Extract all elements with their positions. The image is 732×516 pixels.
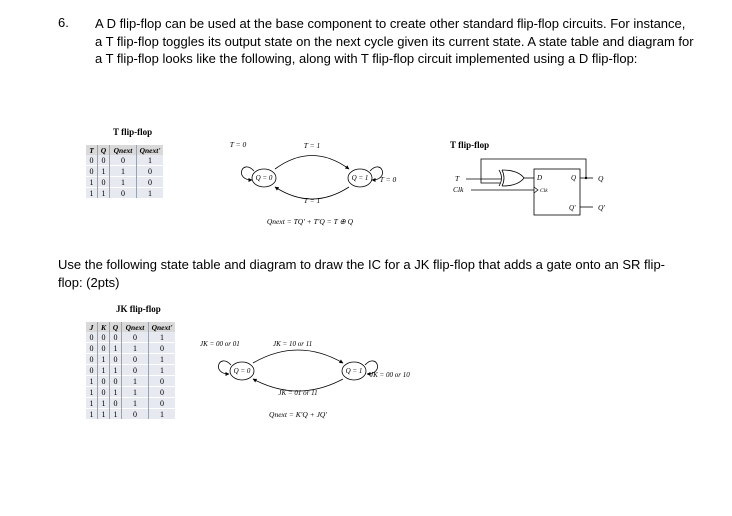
- jk-table-cell: 1: [110, 409, 122, 420]
- clk-box-label: Clk: [540, 188, 548, 194]
- t-state-table: [86, 145, 163, 198]
- t-table-cell: 0: [137, 177, 164, 188]
- jk-table-cell: 1: [122, 387, 149, 398]
- jk-table-cell: 0: [122, 365, 149, 376]
- jk-table-cell: 0: [98, 387, 110, 398]
- t-table-cell: 0: [98, 177, 110, 188]
- jk-table-cell: 0: [149, 398, 176, 409]
- question-number: 6.: [58, 15, 69, 30]
- jk-table-cell: 1: [122, 398, 149, 409]
- t-label-right: T = 0: [379, 175, 397, 184]
- t-table-cell: 1: [86, 177, 98, 188]
- t-label-bottom: T = 1: [303, 196, 321, 205]
- jk-self-loop-0: [218, 361, 231, 374]
- t-table-cell: 0: [86, 166, 98, 177]
- jk-table-cell: 1: [98, 365, 110, 376]
- jk-table-cell: 1: [110, 387, 122, 398]
- jk-label-top: JK = 10 or 11: [273, 340, 313, 348]
- question-text: A D flip-flop can be used at the base component to create other standard flip-flop circuits. For instance, a T flip-flop toggles its output state on the next cycle given its current state. A state table and diagram for a T flip-flop looks like the following, along with T flip-flop circuit implemented using a D flip-flop:: [95, 16, 694, 66]
- jk-table-cell: 0: [110, 354, 122, 365]
- jk-table-cell: 0: [122, 354, 149, 365]
- table-row: [86, 343, 175, 354]
- t-table-cell: 1: [98, 188, 110, 199]
- table-row: [86, 354, 175, 365]
- jk-table-header-4: Qnext': [149, 322, 176, 332]
- table-row: [86, 376, 175, 387]
- t-table-cell: 0: [110, 155, 137, 166]
- jk-table-cell: 0: [122, 332, 149, 343]
- table-row: [86, 409, 175, 420]
- t-table-cell: 1: [137, 155, 164, 166]
- t-circuit: [448, 137, 638, 227]
- jk-table-cell: 0: [98, 343, 110, 354]
- jk-table-cell: 0: [98, 376, 110, 387]
- jk-table-cell: 0: [86, 365, 98, 376]
- jk-label-bottom: JK = 01 or 11: [278, 389, 318, 397]
- jk-table-cell: 0: [110, 398, 122, 409]
- jk-table-cell: 0: [149, 343, 176, 354]
- jk-table-cell: 1: [86, 376, 98, 387]
- jk-table-cell: 1: [110, 365, 122, 376]
- jk-table-cell: 1: [149, 365, 176, 376]
- jk-table-cell: 1: [149, 409, 176, 420]
- jk-equation: Qnext = K'Q + JQ': [269, 410, 327, 419]
- jk-state-diagram: [198, 335, 428, 425]
- table-row: [86, 398, 175, 409]
- t-table-cell: 1: [110, 177, 137, 188]
- t-circuit-input-clk: Clk: [453, 185, 464, 194]
- jk-table-cell: 0: [149, 376, 176, 387]
- t-table-header-3: Qnext': [137, 145, 164, 155]
- jk-table-cell: 0: [122, 409, 149, 420]
- jk-table-cell: 1: [98, 354, 110, 365]
- t-transition-0-to-1: [275, 156, 349, 170]
- jk-table-cell: 1: [98, 409, 110, 420]
- jk-table-header-2: Q: [110, 322, 122, 332]
- jk-table-cell: 1: [149, 354, 176, 365]
- table-row: [86, 365, 175, 376]
- output-q-label: Q: [598, 174, 604, 183]
- jk-state-0-label: Q = 0: [233, 367, 251, 375]
- jk-table-cell: 1: [86, 398, 98, 409]
- d-input-label: D: [537, 174, 543, 182]
- t-table-cell: 1: [86, 188, 98, 199]
- t-table-header-1: Q: [98, 145, 110, 155]
- jk-table-cell: 1: [122, 343, 149, 354]
- t-table-cell: 0: [137, 166, 164, 177]
- jk-table-header-0: J: [86, 322, 98, 332]
- t-table-cell: 1: [98, 166, 110, 177]
- jk-table-cell: 0: [110, 376, 122, 387]
- table-row: [86, 155, 163, 166]
- table-row: [86, 188, 163, 199]
- t-table-cell: 1: [110, 166, 137, 177]
- table-row: [86, 332, 175, 343]
- t-table-header-0: T: [86, 145, 98, 155]
- t-label-left: T = 0: [229, 140, 247, 149]
- t-table-cell: 0: [98, 155, 110, 166]
- t-table-header-2: Qnext: [110, 145, 137, 155]
- t-circuit-title: T flip-flop: [450, 140, 490, 150]
- jk-label-right: JK = 00 or 10: [370, 371, 410, 379]
- jk-table-cell: 1: [110, 343, 122, 354]
- jk-table-cell: 0: [98, 332, 110, 343]
- xor-gate: [499, 170, 524, 186]
- jk-table-header-3: Qnext: [122, 322, 149, 332]
- t-state-1-label: Q = 1: [351, 174, 369, 182]
- jk-state-1-label: Q = 1: [345, 367, 363, 375]
- jk-state-table: [86, 322, 175, 419]
- jk-table-cell: 1: [86, 387, 98, 398]
- t-table-cell: 1: [137, 188, 164, 199]
- t-equation: Qnext = TQ' + T'Q = T ⊕ Q: [266, 217, 354, 226]
- q-box-label: Q: [571, 174, 577, 182]
- t-table-title: T flip-flop: [113, 127, 153, 137]
- t-table-cell: 0: [110, 188, 137, 199]
- jk-table-title: JK flip-flop: [116, 304, 161, 314]
- jk-table-cell: 1: [98, 398, 110, 409]
- output-qbar-label: Q': [598, 203, 606, 212]
- table-row: [86, 166, 163, 177]
- jk-table-cell: 0: [149, 387, 176, 398]
- jk-table-cell: 1: [122, 376, 149, 387]
- qbar-box-label: Q': [569, 204, 576, 212]
- jk-table-cell: 1: [86, 409, 98, 420]
- t-circuit-input-t: T: [455, 174, 460, 183]
- jk-table-cell: 0: [86, 354, 98, 365]
- jk-table-cell: 0: [86, 332, 98, 343]
- jk-table-cell: 1: [149, 332, 176, 343]
- t-table-cell: 0: [86, 155, 98, 166]
- t-label-top: T = 1: [303, 141, 321, 150]
- jk-table-cell: 0: [86, 343, 98, 354]
- subquestion-text: Use the following state table and diagram to draw the IC for a JK flip-flop that adds a gate onto an SR flip-flop: (2pts): [58, 257, 666, 290]
- jk-table-cell: 0: [110, 332, 122, 343]
- jk-table-header-1: K: [98, 322, 110, 332]
- jk-transition-0-to-1: [253, 350, 343, 363]
- t-state-diagram: [222, 140, 412, 230]
- table-row: [86, 387, 175, 398]
- jk-label-left: JK = 00 or 01: [200, 340, 240, 348]
- table-row: [86, 177, 163, 188]
- t-state-0-label: Q = 0: [255, 174, 273, 182]
